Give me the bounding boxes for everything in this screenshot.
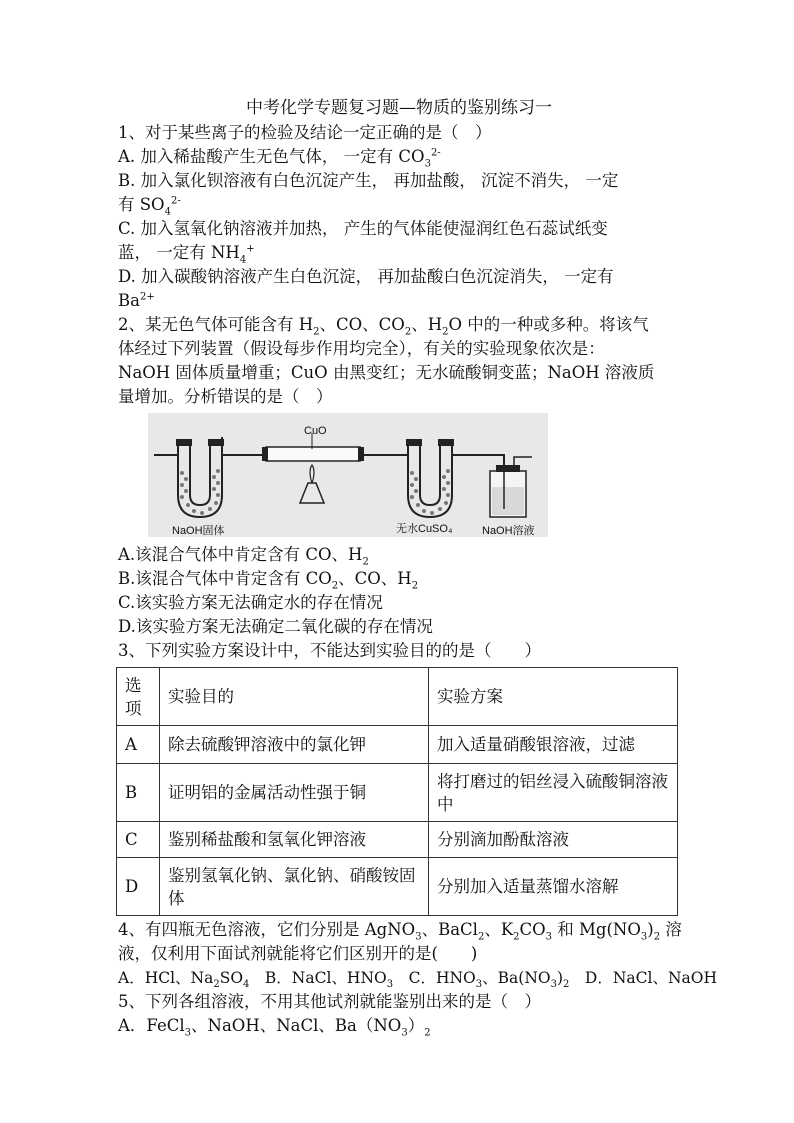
table-cell: A — [117, 726, 160, 764]
table-header-cell: 选项 — [117, 668, 160, 726]
q2-option-b: B.该混合气体中肯定含有 $CO_2$、CO、$H_2$ — [118, 569, 419, 592]
table-cell: C — [117, 822, 160, 858]
table-cell: D — [117, 858, 160, 916]
q1-option-b-line1: B. 加入氯化钡溶液有白色沉淀产生， 再加盐酸， 沉淀不消失， 一定 — [118, 171, 619, 190]
q1-option-d-line2: $Ba^{2+}$ — [118, 291, 155, 310]
page-title: 中考化学专题复习题—物质的鉴别练习一 — [246, 98, 552, 118]
table-cell: 鉴别氢氧化钠、氯化钠、硝酸铵固体 — [160, 858, 429, 916]
q2-stem-line1: 2、某无色气体可能含有 $H_2$、CO、$CO_2$、$H_2O$ 中的一种或多种。将该气 — [118, 315, 649, 338]
q2-option-a: A.该混合气体中肯定含有 CO、$H_2$ — [118, 545, 369, 568]
wash-bottle-naoh-solution — [490, 457, 532, 517]
q2-stem-line3: NaOH 固体质量增重；CuO 由黑变红；无水硫酸铜变蓝；NaOH 溶液质 — [118, 363, 655, 382]
q4-stem-line2: 液，仅利用下面试剂就能将它们区别开的是( ) — [118, 944, 478, 963]
q1-option-b-line2: 有 $SO_4^{2-}$ — [118, 195, 181, 218]
table-header-cell: 实验方案 — [429, 668, 678, 726]
q4-options: A．HCl、$Na_2SO_4$ B．NaCl、$HNO_3$ C．$HNO_3$、$Ba(NO_3)_2$ D．NaCl、NaOH — [118, 969, 717, 991]
q4-stem-line1: 4、有四瓶无色溶液，它们分别是 AgNO$_3$、BaCl$_2$、$K_2CO_3$ 和 $Mg(NO_3)_2$ 溶 — [118, 920, 682, 943]
table-cell: 分别加入适量蒸馏水溶解 — [429, 858, 678, 916]
table-cell: 证明铝的金属活动性强于铜 — [160, 764, 429, 822]
q2-stem-line2: 体经过下列装置（假设每步作用均完全），有关的实验现象依次是： — [118, 339, 605, 358]
q1-option-c-line2: 蓝， 一定有 $NH_4^+$ — [118, 243, 255, 266]
table-row — [117, 726, 678, 764]
label-naoh-solution: NaOH溶液 — [482, 525, 535, 537]
table-cell: 将打磨过的铝丝浸入硫酸铜溶液中 — [429, 764, 678, 822]
q2-stem-line4: 量增加。分析错误的是（ ） — [118, 387, 333, 406]
table-row — [117, 858, 678, 916]
table-cell: 鉴别稀盐酸和氢氧化钾溶液 — [160, 822, 429, 858]
q5-stem: 5、下列各组溶液，不用其他试剂就能鉴别出来的是（ ） — [118, 992, 541, 1011]
q3-table — [116, 667, 678, 916]
table-cell: 分别滴加酚酞溶液 — [429, 822, 678, 858]
q2-option-c: C.该实验方案无法确定水的存在情况 — [118, 593, 383, 612]
apparatus-figure — [148, 413, 548, 537]
table-cell: 加入适量硝酸银溶液，过滤 — [429, 726, 678, 764]
table-header-row — [117, 668, 678, 726]
label-cuso4: 无水CuSO₄ — [396, 523, 453, 535]
table-cell: B — [117, 764, 160, 822]
label-cuo: CuO — [304, 425, 327, 437]
page — [118, 96, 717, 1039]
q1-option-c-line1: C. 加入氢氧化钠溶液并加热， 产生的气体能使湿润红色石蕊试纸变 — [118, 219, 608, 238]
q1-stem: 1、对于某些离子的检验及结论一定正确的是（ ） — [118, 123, 492, 142]
table-row — [117, 764, 678, 822]
q1-option-a: A. 加入稀盐酸产生无色气体， 一定有 $CO_3^{2-}$ — [118, 147, 441, 170]
table-header-cell: 实验目的 — [160, 668, 429, 726]
table-cell: 除去硫酸钾溶液中的氯化钾 — [160, 726, 429, 764]
table-row — [117, 822, 678, 858]
q2-option-d: D.该实验方案无法确定二氧化碳的存在情况 — [118, 617, 433, 636]
q3-stem: 3、下列实验方案设计中，不能达到实验目的的是（ ） — [118, 641, 541, 660]
q1-option-d-line1: D. 加入碳酸钠溶液产生白色沉淀， 再加盐酸白色沉淀消失， 一定有 — [118, 267, 614, 286]
q5-option-a: A．FeCl$_3$、NaOH、NaCl、$Ba(NO_3)_2$ — [118, 1016, 431, 1039]
label-naoh-solid: NaOH固体 — [172, 525, 225, 537]
